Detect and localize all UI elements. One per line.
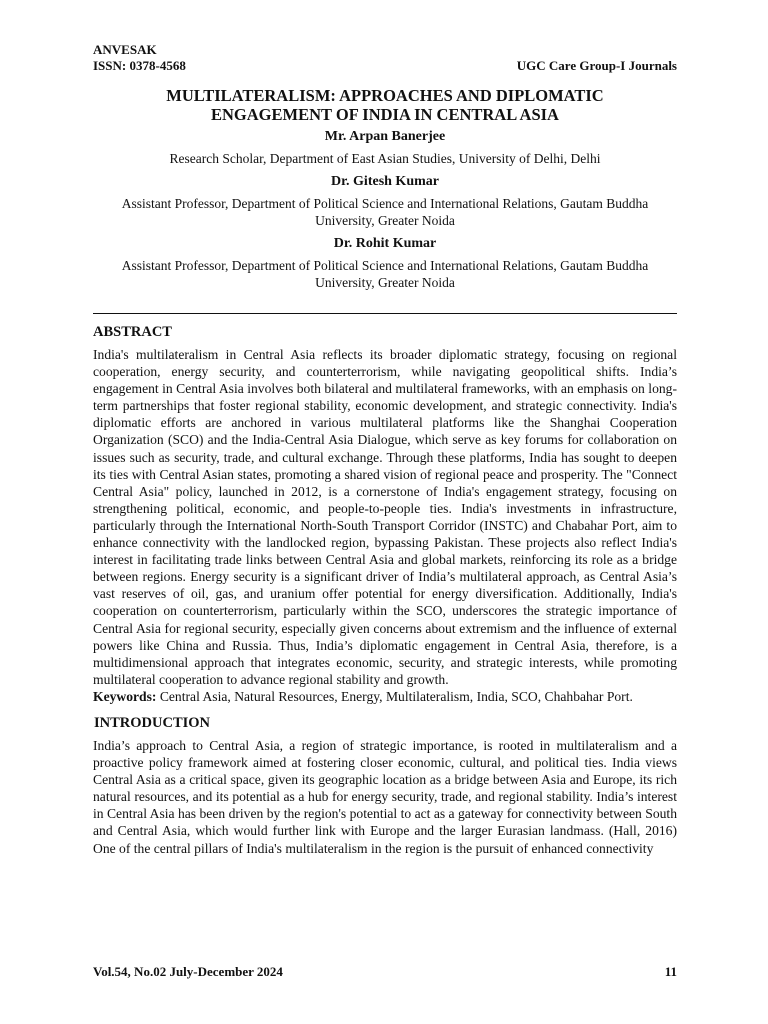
introduction-heading: INTRODUCTION xyxy=(94,714,211,731)
keywords-list: Central Asia, Natural Resources, Energy, Multilateralism, India, SCO, Chahbahar Port. xyxy=(156,688,633,704)
keywords-label: Keywords: xyxy=(93,688,157,704)
author-name-1: Mr. Arpan Banerjee xyxy=(324,129,446,144)
page-footer xyxy=(93,964,677,980)
author-affiliation-2: Assistant Professor, Department of Political Science and International Relations, Gautam Buddha University, Greater Noida xyxy=(121,196,649,228)
author-affiliation-1: Research Scholar, Department of East Asian Studies, University of Delhi, Delhi xyxy=(169,151,601,166)
title-line-1: MULTILATERALISM: APPROACHES AND DIPLOMATIC xyxy=(166,86,604,105)
keywords xyxy=(93,688,677,705)
introduction-text: India’s approach to Central Asia, a region of strategic importance, is rooted in multilateralism and a proactive policy framework aimed at fostering closer economic, cultural, and political ties. India views Central Asia as a critical space, given its geographic location as a bridge between Asia and Europe, its rich natural resources, and its potential as a hub for energy security, trade, and regional stability. India’s interest in Central Asia has been driven by the region's potential to act as a gateway for connectivity between South and Central Asia, which would further link with Europe and the larger Eurasian landmass. (Hall, 2016) One of the central pillars of India's multilateralism in the region is the pursuit of enhanced connectivity xyxy=(93,737,677,856)
journal-name: ANVESAK xyxy=(93,42,157,57)
paper-title xyxy=(93,86,677,124)
author-affiliation-3: Assistant Professor, Department of Political Science and International Relations, Gautam Buddha University, Greater Noida xyxy=(121,258,649,290)
author-name-2: Dr. Gitesh Kumar xyxy=(331,174,439,189)
paper-page xyxy=(93,42,677,857)
header-row xyxy=(93,58,677,74)
volume-info: Vol.54, No.02 July-December 2024 xyxy=(93,964,283,979)
section-divider xyxy=(93,313,677,314)
title-line-2: ENGAGEMENT OF INDIA IN CENTRAL ASIA xyxy=(211,105,559,124)
abstract-text: India's multilateralism in Central Asia reflects its broader diplomatic strategy, focusing on regional cooperation, energy security, and counterterrorism, while navigating geopolitical shifts. India’s engagement in Central Asia involves both bilateral and multilateral frameworks, with an emphasis on long-term partnerships that foster regional stability, economic development, and strategic connectivity. India's diplomatic efforts are anchored in various multilateral platforms like the Shanghai Cooperation Organization (SCO) and the India-Central Asia Dialogue, which serve as key forums for collaboration on issues such as security, trade, and cultural exchange. Through these platforms, India has sought to deepen its ties with Central Asian states, promoting a shared vision of regional peace and prosperity. The "Connect Central Asia" policy, launched in 2012, is a cornerstone of India's engagement strategy, focusing on strengthening political, economic, and people-to-people ties. India's investments in infrastructure, particularly through the International North-South Transport Corridor (INSTC) and Chabahar Port, aim to enhance connectivity with the landlocked region, bypassing Pakistan. These projects also reflect India's interest in facilitating trade links between Central Asia and global markets, reinforcing its role as a bridge between regions. Energy security is a significant driver of India’s multilateral approach, as Central Asia’s vast reserves of oil, gas, and uranium offer potential for energy diversification. Additionally, India's cooperation on counterterrorism, particularly within the SCO, underscores the strategic importance of Central Asia for regional security, especially given concerns about extremism and the influence of external powers like China and Russia. Thus, India’s diplomatic engagement in Central Asia, therefore, is a multidimensional approach that integrates economic, security, and strategic interests, while promoting multilateral cooperation to advance regional stability and growth. xyxy=(93,347,677,687)
author-name-3: Dr. Rohit Kumar xyxy=(333,236,437,251)
issn: ISSN: 0378-4568 xyxy=(93,58,186,73)
abstract-heading: ABSTRACT xyxy=(93,324,172,340)
page-number: 11 xyxy=(664,964,677,979)
ugc-group: UGC Care Group-I Journals xyxy=(516,58,677,73)
